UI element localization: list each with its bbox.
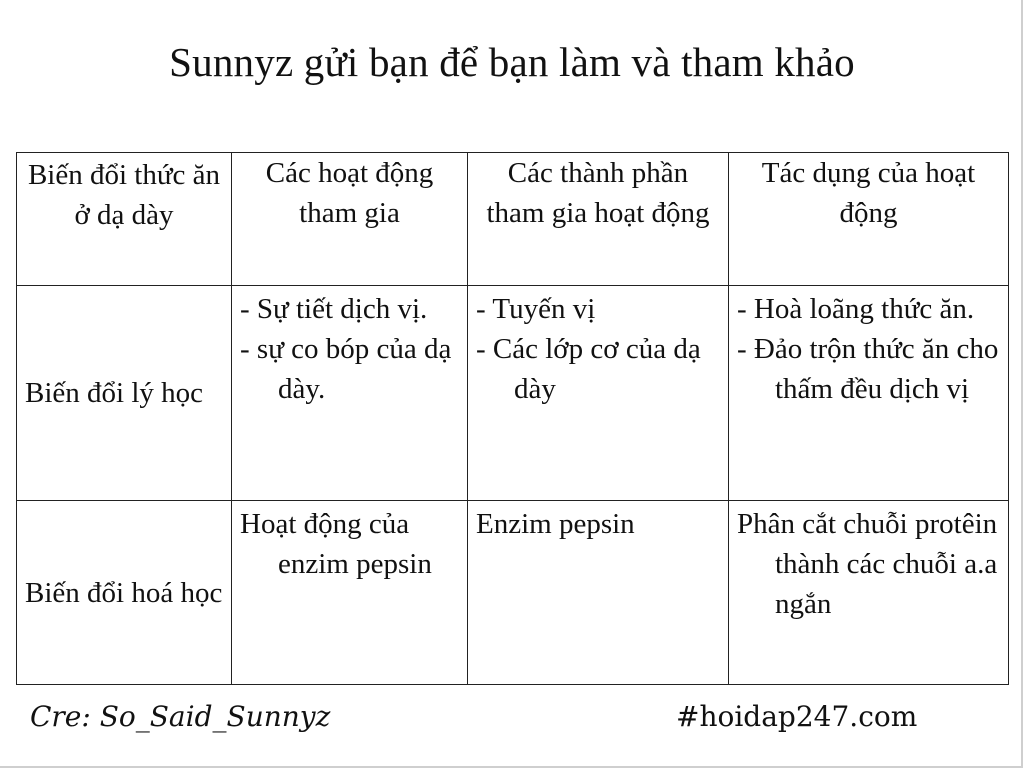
digestion-table [16, 152, 1009, 685]
components-cell [468, 501, 729, 685]
header-cell: Các thành phần tham gia hoạt động [468, 153, 729, 286]
list-item: - sự co bóp của dạ dày. [240, 333, 452, 405]
row-label-text: Biến đổi hoá học [25, 576, 223, 609]
list-item: Phân cắt chuỗi protêin thành các chuỗi a.a ngắn [737, 508, 998, 620]
table-row [17, 286, 1009, 501]
list-item: - Sự tiết dịch vị. [240, 293, 428, 325]
header-cell: Biến đổi thức ăn ở dạ dày [17, 153, 232, 286]
list-item: Enzim pepsin [476, 508, 635, 540]
list-item: - Tuyến vị [476, 293, 596, 325]
row-label [17, 286, 232, 501]
header-cell: Tác dụng của hoạt động [729, 153, 1009, 286]
activities-cell [232, 501, 468, 685]
page-title: Sunnyz gửi bạn để bạn làm và tham khảo [169, 39, 855, 85]
effects-cell [729, 286, 1009, 501]
credit-text: Cre: So_Said_Sunnyz [30, 700, 331, 733]
table-header-row [17, 153, 1009, 286]
list-item: - Hoà loãng thức ăn. [737, 293, 975, 325]
list-item: - Các lớp cơ của dạ dày [476, 333, 701, 405]
components-cell [468, 286, 729, 501]
activities-cell [232, 286, 468, 501]
row-label-text: Biến đổi lý học [25, 377, 204, 409]
site-watermark: #hoidap247.com [676, 700, 918, 733]
row-label [17, 501, 232, 685]
list-item: - Đảo trộn thức ăn cho thấm đều dịch vị [737, 333, 999, 405]
header-cell: Các hoạt động tham gia [232, 153, 468, 286]
effects-cell [729, 501, 1009, 685]
table-row [17, 501, 1009, 685]
list-item: Hoạt động của enzim pepsin [240, 508, 432, 580]
